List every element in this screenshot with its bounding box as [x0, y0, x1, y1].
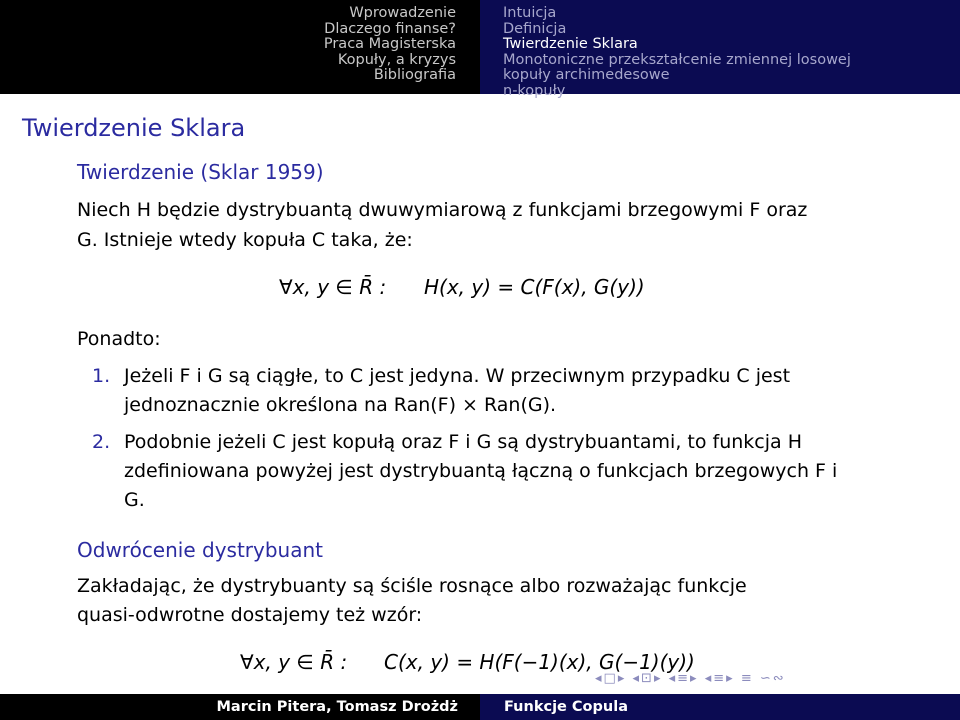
subsection-nav — [480, 0, 960, 99]
nav-next-frame-icon[interactable]: ▸ — [617, 671, 627, 686]
footer — [0, 694, 960, 720]
section-link-kopuly-kryzys[interactable]: Kopuły, a kryzys — [337, 51, 456, 68]
section-nav — [0, 0, 480, 94]
subsection-link-twierdzenie-sklara[interactable]: Twierdzenie Sklara — [503, 36, 638, 53]
inverse-line-2: quasi-odwrotne dostajemy też wzór: — [77, 604, 423, 626]
nav-toc-icon[interactable]: ≡ — [740, 671, 754, 686]
formula-sklar: H(x, y) = C(F(x), G(y)) — [424, 275, 645, 299]
formula-inverse: C(x, y) = H(F(−1)(x), G(−1)(y)) — [384, 650, 695, 674]
section-link-praca-magisterska[interactable]: Praca Magisterska — [323, 36, 456, 53]
subsection-link-definicja[interactable]: Definicja — [503, 20, 567, 37]
nav-next-sub-icon[interactable]: ▸ — [653, 671, 663, 686]
nav-sub-icon[interactable]: ⊡ — [641, 671, 654, 686]
nav-prev-subsection-icon[interactable]: ◂ — [704, 671, 714, 686]
footer-authors: Marcin Pitera, Tomasz Drożdż — [0, 694, 480, 720]
list-item — [92, 428, 892, 515]
frame-title: Twierdzenie Sklara — [22, 114, 246, 142]
header — [0, 0, 960, 99]
nav-prev-frame-icon[interactable]: ◂ — [595, 671, 604, 686]
list-item-line: jednoznacznie określona na Ran(F) × Ran(G). — [124, 394, 557, 416]
nav-frame-icon[interactable]: □ — [603, 671, 618, 686]
list-item-line: zdefiniowana powyżej jest dystrybuantą łączną o funkcjach brzegowych F i — [124, 460, 838, 482]
formula-quantifier: ∀x, y ∈ R̄ : — [279, 275, 387, 299]
inverse-line-1: Zakładając, że dystrybuanty są ściśle rosnące albo rozważając funkcje — [77, 575, 747, 597]
inverse-title: Odwrócenie dystrybuant — [77, 538, 324, 562]
theorem-line-1: Niech H będzie dystrybuantą dwuwymiarową z funkcjami brzegowymi F oraz — [77, 199, 808, 221]
nav-next-section-icon[interactable]: ▸ — [690, 671, 699, 686]
nav-section-icon[interactable]: ≡ — [677, 671, 691, 686]
nav-prev-section-icon[interactable]: ◂ — [668, 671, 678, 686]
subsection-link-monotoniczne[interactable]: Monotoniczne przekształcenie zmiennej losowej — [503, 51, 851, 68]
subsection-link-intuicja[interactable]: Intuicja — [503, 5, 557, 21]
nav-search-icon[interactable]: ∽∾ — [759, 671, 786, 686]
list-number: 2. — [92, 431, 111, 453]
section-link-bibliografia[interactable]: Bibliografia — [373, 67, 456, 84]
ponadto-label: Ponadto: — [77, 328, 161, 350]
nav-subsection-icon[interactable]: ≡ — [713, 671, 727, 686]
footer-title: Funkcje Copula — [480, 694, 960, 720]
theorem-title: Twierdzenie (Sklar 1959) — [77, 160, 324, 184]
list-item — [92, 362, 892, 420]
section-link-dlaczego-finanse[interactable]: Dlaczego finanse? — [324, 20, 456, 37]
subsection-link-archimedesowe[interactable]: kopuły archimedesowe — [503, 67, 670, 84]
formula-quantifier-2: ∀x, y ∈ R̄ : — [240, 650, 348, 674]
nav-prev-sub-icon[interactable]: ◂ — [632, 671, 642, 686]
list-number: 1. — [92, 365, 111, 387]
nav-next-subsection-icon[interactable]: ▸ — [726, 671, 735, 686]
section-link-wprowadzenie[interactable]: Wprowadzenie — [349, 5, 456, 21]
list-item-line: G. — [124, 489, 145, 511]
theorem-line-2: G. Istnieje wtedy kopuła C taka, że: — [77, 229, 413, 251]
list-item-line: Podobnie jeżeli C jest kopułą oraz F i G są dystrybuantami, to funkcja H — [124, 431, 802, 453]
subsection-link-n-kopuly[interactable]: n-kopuły — [503, 82, 566, 99]
beamer-navigation — [595, 671, 786, 686]
list-item-line: Jeżeli F i G są ciągłe, to C jest jedyna. W przeciwnym przypadku C jest — [124, 365, 791, 387]
